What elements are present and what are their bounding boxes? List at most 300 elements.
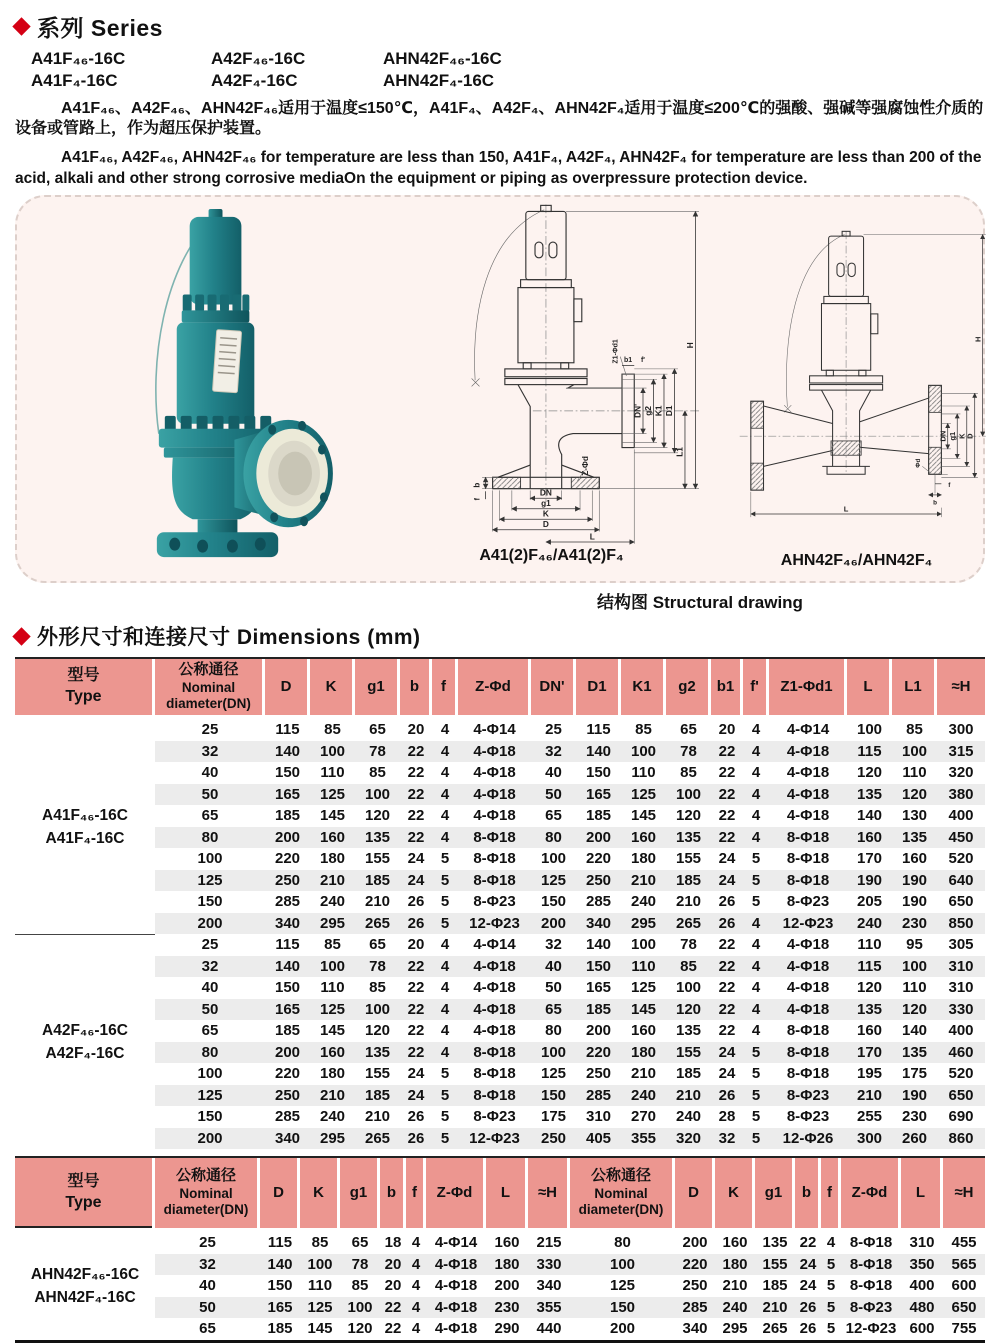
dimension-cell: 80 <box>531 827 576 849</box>
dimension-cell: 85 <box>369 764 386 782</box>
dimension-cell: 12-Φ23 <box>769 913 847 935</box>
dimension-cell: 4 <box>751 936 761 954</box>
dimension-cell: 185 <box>576 999 621 1021</box>
dimension-cell: 200 <box>609 1320 636 1338</box>
dimension-cell: 400 <box>909 1277 935 1295</box>
dimension-cell: 110 <box>902 979 927 997</box>
dimension-cell: 600 <box>909 1320 935 1338</box>
dimension-cell: 140 <box>265 741 310 763</box>
dimension-cell: 340 <box>576 913 621 935</box>
dimension-cell: 50 <box>545 979 562 997</box>
dimension-cell: 110 <box>902 764 927 782</box>
dimension-cell: 4 <box>440 721 450 739</box>
dimension-cell: 355 <box>621 1128 666 1150</box>
dimension-cell: 285 <box>274 1108 301 1126</box>
dim-label-l1: L1 <box>674 447 685 457</box>
dimension-cell: 220 <box>274 1065 301 1083</box>
dimension-cell: 650 <box>937 1085 985 1107</box>
dimension-cell: 240 <box>319 1108 346 1126</box>
drawing1-caption: A41(2)F₄₆/A41(2)F₄ <box>479 547 624 564</box>
dimension-cell: 24 <box>400 870 432 892</box>
dimension-cell: 110 <box>857 936 882 954</box>
dim-label-g1: g1 <box>541 498 551 509</box>
column-header: f <box>432 659 458 719</box>
column-header: D <box>675 1158 715 1232</box>
dimension-cell: 310 <box>937 956 985 978</box>
dimension-cell: 100 <box>856 721 883 739</box>
dimension-cell: 5 <box>432 1085 458 1107</box>
dimension-cell: 460 <box>937 1042 985 1064</box>
nominal-dn-cell: 125 <box>155 1085 265 1107</box>
dimension-cell: 24 <box>718 850 736 868</box>
dimension-cell: 150 <box>585 764 612 782</box>
nominal-dn-cell: 65 <box>201 1022 219 1040</box>
dimension-cell: 8-Φ18 <box>849 1277 893 1295</box>
dimension-cell: 240 <box>715 1297 755 1319</box>
dimension-cell: 150 <box>576 956 621 978</box>
dimension-cell: 155 <box>364 850 391 868</box>
dimension-cell: 165 <box>265 999 310 1021</box>
dimension-cell: 650 <box>948 893 974 911</box>
dimension-cell: 8-Φ18 <box>786 1065 830 1083</box>
dimension-cell: 690 <box>948 1108 974 1126</box>
dimension-cell: 4 <box>432 999 458 1021</box>
dimension-cell: 210 <box>755 1297 795 1319</box>
dimension-cell: 185 <box>675 1065 702 1083</box>
dimension-cell: 5 <box>432 1128 458 1150</box>
dimension-cell: 4 <box>432 827 458 849</box>
dimension-cell: 8-Φ18 <box>849 1234 893 1252</box>
dimension-cell: 22 <box>400 827 432 849</box>
description-english: A41F₄₆, A42F₄₆, AHN42F₄₆ for temperature are less than 150, A41F₄, A42F₄, AHN42F₄ for temperature are less than 200 of the acid, alkali and other strong corrosive mediaOn the equipment or piping as overpressure protection device. <box>15 149 982 187</box>
dimension-cell: 22 <box>718 807 736 825</box>
dimension-cell: 140 <box>856 807 883 825</box>
table-row <box>15 1232 985 1254</box>
dimension-cell: 250 <box>576 870 621 892</box>
column-header: f' <box>743 659 769 719</box>
nominal-dn-cell: 40 <box>201 979 219 997</box>
dimension-cell: 210 <box>364 1108 391 1126</box>
table2-header-row <box>15 1158 985 1232</box>
table-row <box>15 784 985 806</box>
dimension-cell: 4-Φ18 <box>769 741 847 763</box>
dim-label-b: b <box>471 482 482 488</box>
dimension-cell: 160 <box>901 850 928 868</box>
dimension-cell: 4-Φ14 <box>786 721 830 739</box>
dimension-cell: 4 <box>751 721 761 739</box>
dimension-cell: 65 <box>369 721 386 739</box>
dim-label-l: L <box>589 531 595 542</box>
dimension-cell: 5 <box>821 1254 841 1276</box>
dimension-cell: 300 <box>948 721 974 739</box>
series-title: 系列 Series <box>37 15 163 41</box>
structural-drawing-angle-valve <box>385 201 720 549</box>
dimension-cell: 24 <box>407 1065 425 1083</box>
dimension-cell: 340 <box>265 913 310 935</box>
dimension-cell: 22 <box>711 741 743 763</box>
table-row <box>15 999 985 1021</box>
dimension-cell: 24 <box>711 1042 743 1064</box>
table-row <box>15 741 985 763</box>
dimension-cell: 210 <box>666 1085 711 1107</box>
dimension-cell: 145 <box>307 1320 333 1338</box>
column-header: K <box>310 659 355 719</box>
series-section-title <box>15 10 985 43</box>
dimension-cell: 100 <box>531 1042 576 1064</box>
dimension-cell: 295 <box>621 913 666 935</box>
dimension-cell: 24 <box>711 870 743 892</box>
dimension-cell: 200 <box>265 827 310 849</box>
column-header: L <box>486 1158 528 1232</box>
column-header: b1 <box>711 659 743 719</box>
dimension-cell: 8-Φ23 <box>473 1108 516 1126</box>
nominal-dn-cell: 125 <box>155 870 265 892</box>
dimension-cell: 4-Φ18 <box>473 1022 516 1040</box>
dimension-cell: 85 <box>666 956 711 978</box>
dimension-cell: 22 <box>407 807 425 825</box>
dim-label-f: f <box>474 497 482 501</box>
dimension-cell: 100 <box>892 741 937 763</box>
dimension-cell: 140 <box>576 741 621 763</box>
dimensions-table-a41-a42 <box>15 657 985 1149</box>
dimension-cell: 80 <box>545 1022 562 1040</box>
dimension-cell: 4 <box>743 827 769 849</box>
dimension-cell: 265 <box>355 1128 400 1150</box>
dimension-cell: 180 <box>715 1254 755 1276</box>
dimension-cell: 165 <box>265 784 310 806</box>
dimension-cell: 78 <box>680 936 697 954</box>
dimension-cell: 22 <box>711 827 743 849</box>
dimension-cell: 110 <box>307 1277 333 1295</box>
dimension-cell: 115 <box>275 721 300 739</box>
column-header: Z-Φd <box>841 1158 901 1232</box>
dim-label-d: D <box>965 433 975 439</box>
dimension-cell: 5 <box>743 870 769 892</box>
dimension-cell: 145 <box>630 807 657 825</box>
nominal-dn-cell: 150 <box>197 1108 223 1126</box>
table-row <box>15 1254 985 1276</box>
dimension-cell: 120 <box>892 999 937 1021</box>
dimension-cell: 160 <box>856 1022 883 1040</box>
dimension-cell: 4 <box>406 1297 426 1319</box>
dimension-cell: 260 <box>892 1128 937 1150</box>
dimension-cell: 315 <box>937 741 985 763</box>
nominal-dn-cell: 25 <box>201 721 219 739</box>
dimension-cell: 32 <box>531 741 576 763</box>
dimension-cell: 155 <box>675 850 702 868</box>
table-row <box>15 1063 985 1085</box>
dimension-cell: 220 <box>576 1042 621 1064</box>
dimension-cell: 330 <box>528 1254 570 1276</box>
column-header: L <box>847 659 892 719</box>
dimension-cell: 100 <box>570 1254 675 1276</box>
dimension-cell: 165 <box>576 784 621 806</box>
dimension-cell: 4-Φ18 <box>458 741 531 763</box>
dimension-cell: 265 <box>355 913 400 935</box>
table-row <box>15 1128 985 1150</box>
column-header: Z-Φd <box>458 659 531 719</box>
dimension-cell: 160 <box>494 1234 520 1252</box>
dimension-cell: 4-Φ14 <box>473 936 516 954</box>
dimension-cell: 290 <box>494 1320 520 1338</box>
dimension-cell: 210 <box>310 1085 355 1107</box>
dimension-cell: 185 <box>585 807 612 825</box>
dimension-cell: 4 <box>751 807 761 825</box>
nominal-dn-cell: 32 <box>155 741 265 763</box>
dimension-cell: 65 <box>680 721 697 739</box>
dimension-cell: 240 <box>621 1085 666 1107</box>
dimension-cell: 8-Φ18 <box>473 850 516 868</box>
dimension-cell: 115 <box>267 1234 293 1252</box>
dimension-cell: 125 <box>531 870 576 892</box>
dimensions-table-ahn42 <box>15 1156 985 1343</box>
dimension-cell: 310 <box>948 979 974 997</box>
dim-label-f: f <box>948 481 951 489</box>
dimension-cell: 180 <box>319 850 346 868</box>
dimension-cell: 190 <box>847 870 892 892</box>
column-header: K1 <box>621 659 666 719</box>
model-name: A42F₄₆-16C <box>211 49 306 68</box>
nominal-dn-cell: 50 <box>155 784 265 806</box>
dimension-cell: 8-Φ18 <box>769 1042 847 1064</box>
dimension-cell: 4 <box>751 764 761 782</box>
dimension-cell: 95 <box>906 936 923 954</box>
dimension-cell: 4-Φ18 <box>786 807 830 825</box>
dimension-cell: 125 <box>310 784 355 806</box>
dimension-cell: 100 <box>340 1297 380 1319</box>
dimensions-title: 外形尺寸和连接尺寸 Dimensions (mm) <box>37 626 421 649</box>
model-name: A41F₄-16C <box>31 71 118 90</box>
dimension-cell: 150 <box>267 1277 293 1295</box>
dimension-cell: 26 <box>400 1128 432 1150</box>
table-row <box>15 762 985 784</box>
dimension-cell: 180 <box>319 1065 346 1083</box>
dim-label-dn: DN <box>938 430 948 442</box>
dimension-cell: 340 <box>265 1128 310 1150</box>
dimension-cell: 230 <box>892 913 937 935</box>
dimension-cell: 4-Φ18 <box>769 999 847 1021</box>
dimension-cell: 28 <box>718 1108 736 1126</box>
dimension-cell: 340 <box>536 1277 562 1295</box>
dimension-cell: 5 <box>440 893 450 911</box>
dim-label-k1: K1 <box>653 405 664 417</box>
column-header: b <box>795 1158 821 1232</box>
nominal-dn-cell: 25 <box>201 936 219 954</box>
nominal-dn-cell: 50 <box>155 999 265 1021</box>
dimension-cell: 26 <box>799 1320 817 1338</box>
dim-label-dn-prime: DN' <box>632 403 643 418</box>
dimension-cell: 160 <box>722 1234 748 1252</box>
dimension-cell: 4 <box>432 784 458 806</box>
column-header: DN' <box>531 659 576 719</box>
table-row <box>15 1297 985 1319</box>
dimension-cell: 125 <box>621 784 666 806</box>
dimension-cell: 455 <box>951 1234 977 1252</box>
table-row <box>15 1275 985 1297</box>
dimension-cell: 100 <box>540 850 567 868</box>
dimension-cell: 380 <box>937 784 985 806</box>
nominal-dn-cell: 80 <box>155 827 265 849</box>
nominal-diameter-header: 公称通径 Nominal diameter(DN) <box>570 1158 675 1232</box>
model-type-cell: A42F₄₆-16C A42F₄-16C <box>15 934 155 1149</box>
dimension-cell: 85 <box>311 1234 329 1252</box>
dimension-cell: 4 <box>751 1022 761 1040</box>
dimension-cell: 4 <box>743 913 769 935</box>
dimension-cell: 150 <box>531 1085 576 1107</box>
table-row <box>15 1106 985 1128</box>
dimension-cell: 320 <box>948 764 974 782</box>
dimension-cell: 5 <box>751 1108 761 1126</box>
dimension-cell: 5 <box>826 1320 836 1338</box>
dimension-cell: 4-Φ18 <box>458 999 531 1021</box>
column-header: Z-Φd <box>426 1158 486 1232</box>
dimension-cell: 4 <box>411 1234 421 1252</box>
column-header: f <box>821 1158 841 1232</box>
dimension-cell: 12-Φ23 <box>845 1320 897 1338</box>
column-header: ≈H <box>528 1158 570 1232</box>
dimension-cell: 110 <box>320 979 345 997</box>
dimension-cell: 5 <box>821 1297 841 1319</box>
dimension-cell: 22 <box>711 999 743 1021</box>
dimension-cell: 200 <box>265 1042 310 1064</box>
column-header: ≈H <box>937 659 985 719</box>
dimension-cell: 265 <box>666 913 711 935</box>
dimension-cell: 20 <box>718 721 736 739</box>
dimension-cell: 4-Φ18 <box>769 784 847 806</box>
dimension-cell: 5 <box>826 1277 836 1295</box>
column-header: f <box>406 1158 426 1232</box>
dimension-cell: 85 <box>324 721 341 739</box>
column-header: L <box>901 1158 943 1232</box>
dimension-cell: 4-Φ18 <box>786 764 830 782</box>
dimension-cell: 130 <box>901 807 928 825</box>
dimension-cell: 240 <box>675 1108 702 1126</box>
dimension-cell: 265 <box>762 1320 788 1338</box>
dimension-cell: 8-Φ23 <box>473 893 516 911</box>
dim-label-d1: D1 <box>663 405 674 417</box>
table-row <box>15 827 985 849</box>
dimension-cell: 135 <box>892 1042 937 1064</box>
dimension-cell: 8-Φ18 <box>769 870 847 892</box>
dimension-cell: 195 <box>856 1065 883 1083</box>
dimension-cell: 110 <box>621 956 666 978</box>
dimension-cell: 5 <box>440 1065 450 1083</box>
dimension-cell: 220 <box>585 850 612 868</box>
dimension-cell: 145 <box>319 807 346 825</box>
table-row <box>15 719 985 741</box>
table-row <box>15 870 985 892</box>
dimension-cell: 22 <box>407 764 425 782</box>
dimension-cell: 4 <box>743 784 769 806</box>
dimension-cell: 200 <box>585 1022 612 1040</box>
dimension-cell: 4-Φ18 <box>458 956 531 978</box>
dimension-cell: 4 <box>411 1277 421 1295</box>
dimension-cell: 305 <box>948 936 974 954</box>
model-name: AHN42F₄-16C <box>383 71 495 90</box>
dimension-cell: 140 <box>265 956 310 978</box>
dimension-cell: 26 <box>711 1085 743 1107</box>
dimension-cell: 26 <box>407 1108 425 1126</box>
dim-label-g1: g1 <box>947 431 957 441</box>
dimension-cell: 185 <box>762 1277 788 1295</box>
dimension-cell: 400 <box>948 1022 974 1040</box>
dimension-cell: 8-Φ18 <box>786 850 830 868</box>
dimension-cell: 120 <box>347 1320 373 1338</box>
model-name: A41F₄₆-16C <box>31 49 126 68</box>
dimension-cell: 110 <box>320 764 345 782</box>
dimension-cell: 565 <box>943 1254 985 1276</box>
dimension-cell: 4 <box>743 956 769 978</box>
dimension-cell: 100 <box>666 784 711 806</box>
dimension-cell: 135 <box>847 784 892 806</box>
dimension-cell: 4 <box>440 979 450 997</box>
dim-label-phi-d: Φd <box>914 458 922 468</box>
dimension-cell: 135 <box>847 999 892 1021</box>
dimension-cell: 22 <box>407 979 425 997</box>
nominal-dn-cell: 50 <box>155 1297 260 1319</box>
dimension-cell: 100 <box>310 956 355 978</box>
dimension-cell: 140 <box>260 1254 300 1276</box>
dimension-cell: 125 <box>310 999 355 1021</box>
drawing2-outline <box>740 231 986 490</box>
dimension-cell: 250 <box>265 1085 310 1107</box>
dimension-cell: 22 <box>400 741 432 763</box>
dimension-cell: 220 <box>675 1254 715 1276</box>
dimension-cell: 8-Φ23 <box>786 1108 830 1126</box>
dimension-cell: 8-Φ18 <box>458 1085 531 1107</box>
drawing2-caption: AHN42F₄₆/AHN42F₄ <box>780 552 933 569</box>
dimension-cell: 200 <box>494 1277 520 1295</box>
dimension-cell: 200 <box>531 913 576 935</box>
dimension-cell: 50 <box>531 784 576 806</box>
column-header: L1 <box>892 659 937 719</box>
dimension-cell: 20 <box>380 1254 406 1276</box>
dimension-cell: 140 <box>585 936 612 954</box>
dimension-cell: 22 <box>384 1320 402 1338</box>
dimension-cell: 8-Φ18 <box>841 1254 901 1276</box>
table-row <box>15 1020 985 1042</box>
dimension-cell: 26 <box>711 913 743 935</box>
column-header: Z1-Φd1 <box>769 659 847 719</box>
dimension-cell: 8-Φ23 <box>786 893 830 911</box>
dimension-cell: 4 <box>411 1320 421 1338</box>
dimension-cell: 4-Φ18 <box>769 956 847 978</box>
dimension-cell: 210 <box>621 870 666 892</box>
dimension-cell: 5 <box>432 913 458 935</box>
dimension-cell: 175 <box>540 1108 567 1126</box>
nominal-dn-cell: 65 <box>199 1320 216 1338</box>
dimension-cell: 115 <box>847 741 892 763</box>
dimension-cell: 65 <box>351 1234 369 1252</box>
dimensions-section-title <box>15 621 985 651</box>
dimension-cell: 190 <box>901 893 928 911</box>
dimension-cell: 120 <box>856 979 883 997</box>
model-row <box>31 48 985 70</box>
dimension-cell: 65 <box>531 999 576 1021</box>
dimension-cell: 22 <box>400 956 432 978</box>
dimension-cell: 12-Φ23 <box>458 1128 531 1150</box>
table-row <box>15 1085 985 1107</box>
dimension-cell: 100 <box>630 936 657 954</box>
dimension-cell: 12-Φ26 <box>769 1128 847 1150</box>
dimension-cell: 120 <box>666 999 711 1021</box>
dimension-cell: 135 <box>762 1234 788 1252</box>
dimension-cell: 160 <box>621 827 666 849</box>
dimension-cell: 180 <box>486 1254 528 1276</box>
valve-product-photo <box>89 203 354 571</box>
dimension-cell: 4 <box>743 741 769 763</box>
dimension-cell: 32 <box>545 936 562 954</box>
